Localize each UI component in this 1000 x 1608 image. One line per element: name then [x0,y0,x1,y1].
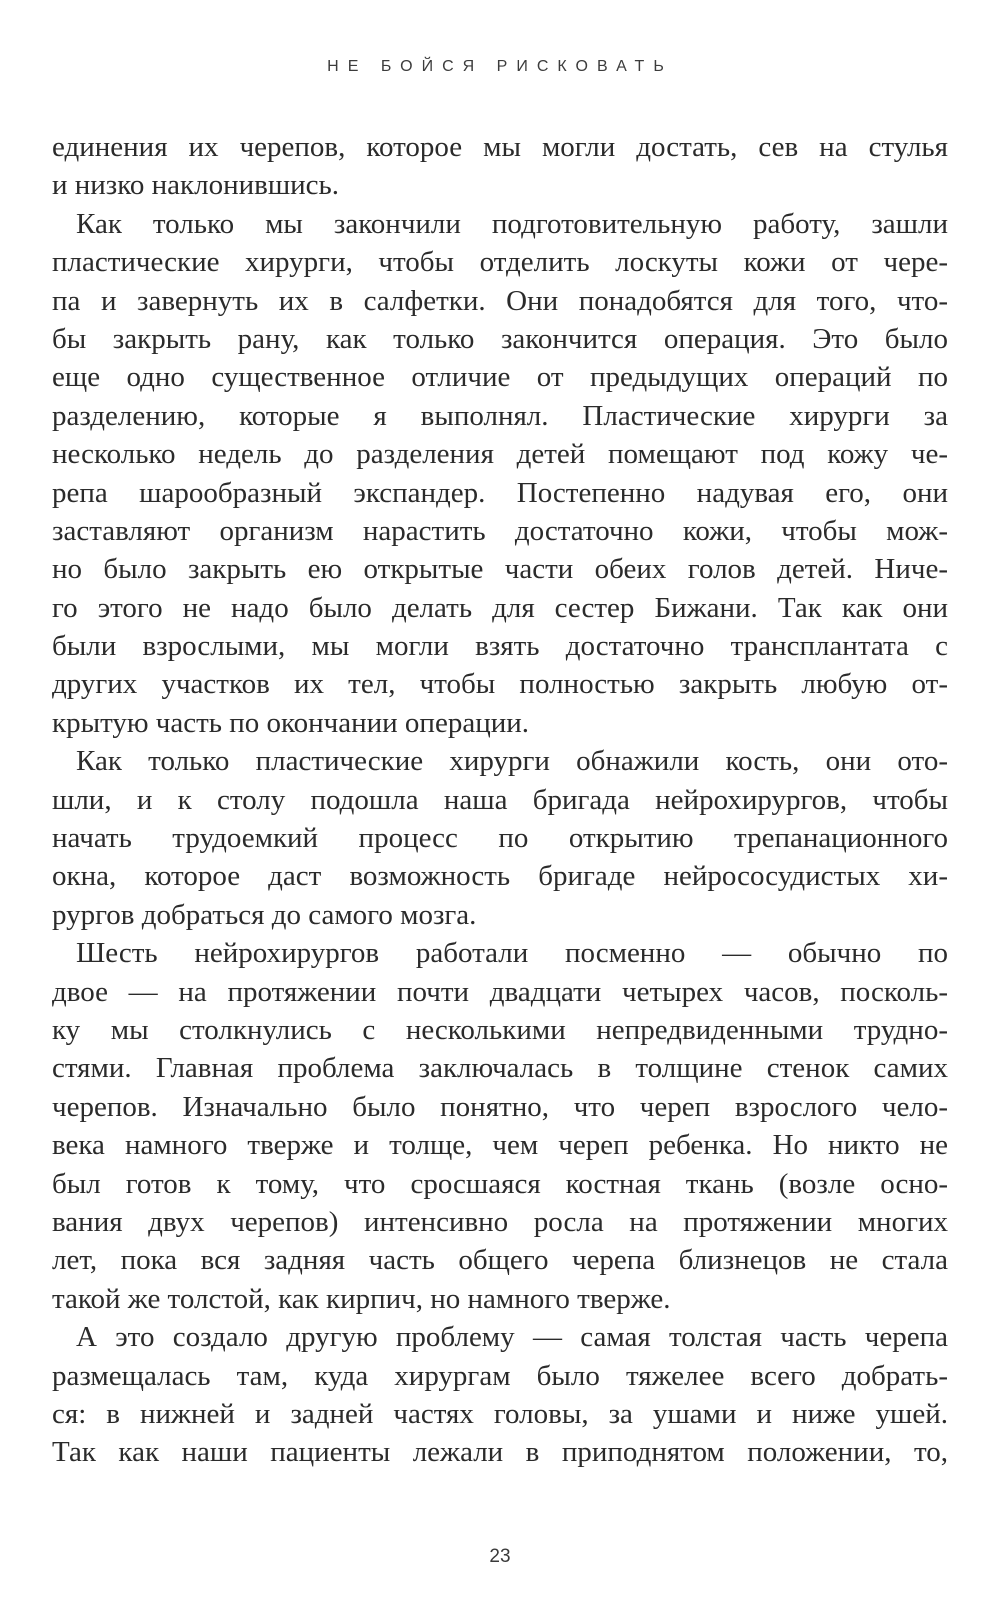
text-line: были взрослыми, мы могли взять достаточно трансплантата с [52,630,948,663]
text-line: начать трудоемкий процесс по открытию трепанационного [52,822,948,855]
text-line: бы закрыть рану, как только закончится операция. Это было [52,322,948,355]
text-line: века намного тверже и толще, чем череп ребенка. Но никто не [52,1129,948,1162]
text-line: был готов к тому, что сросшаяся костная ткань (возле осно- [52,1167,948,1200]
text-line: А это создало другую проблему — самая толстая часть черепа [76,1321,948,1354]
text-line: несколько недель до разделения детей помещают под кожу че- [52,438,948,471]
text-line: репа шарообразный экспандер. Постепенно надувая его, они [52,476,948,509]
text-line: лет, пока вся задняя часть общего черепа близнецов не стала [52,1244,948,1277]
page-number: 23 [489,1546,511,1567]
running-head: НЕ БОЙСЯ РИСКОВАТЬ [327,58,673,75]
text-line: двое — на протяжении почти двадцати четырех часов, посколь- [52,975,948,1008]
text-line: Как только мы закончили подготовительную работу, зашли [76,207,948,240]
text-line: других участков их тел, чтобы полностью закрыть любую от- [52,668,948,701]
text-line: ку мы столкнулись с несколькими непредвиденными трудно- [52,1013,948,1046]
text-line: го этого не надо было делать для сестер Бижани. Так как они [52,591,948,624]
text-line: пластические хирурги, чтобы отделить лоскуты кожи от чере- [52,246,948,279]
text-line: заставляют организм нарастить достаточно кожи, чтобы мож- [52,514,948,547]
text-line: окна, которое даст возможность бригаде нейрососудистых хи- [52,860,948,893]
text-line: стями. Главная проблема заключалась в толщине стенок самих [52,1052,948,1085]
text-line: Как только пластические хирурги обнажили кость, они ото- [76,745,948,778]
text-line: Шесть нейрохирургов работали посменно — обычно по [76,937,948,970]
text-line: такой же толстой, как кирпич, но намного тверже. [52,1282,671,1315]
text-line: разделению, которые я выполнял. Пластические хирурги за [52,399,948,432]
text-line: размещалась там, куда хирургам было тяжелее всего добрать- [52,1359,948,1392]
text-line: па и завернуть их в салфетки. Они понадобятся для того, что- [52,284,948,317]
text-line: но было закрыть ею открытые части обеих голов детей. Ниче- [52,553,948,586]
text-line: черепов. Изначально было понятно, что череп взрослого чело- [52,1090,948,1123]
text-line: и низко наклонившись. [52,169,340,202]
text-line: рургов добраться до самого мозга. [52,898,477,931]
text-line: еще одно существенное отличие от предыдущих операций по [52,361,948,394]
text-line: Так как наши пациенты лежали в приподнятом положении, то, [52,1436,948,1469]
body-text [52,128,948,1472]
text-line: вания двух черепов) интенсивно росла на протяжении многих [52,1205,948,1238]
text-line: ся: в нижней и задней частях головы, за ушами и ниже ушей. [52,1397,948,1430]
text-line: единения их черепов, которое мы могли достать, сев на стулья [52,131,948,163]
text-line: крытую часть по окончании операции. [52,706,529,739]
text-line: шли, и к столу подошла наша бригада нейрохирургов, чтобы [52,783,948,816]
